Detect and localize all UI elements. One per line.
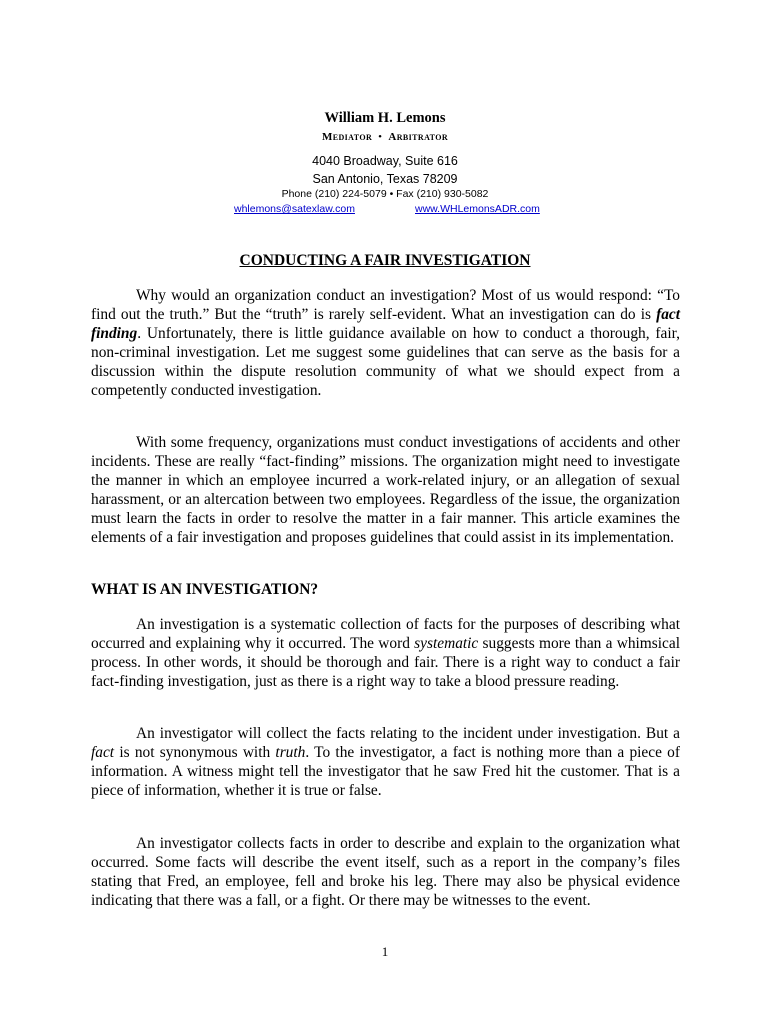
phone-fax-line: Phone (210) 224-5079 • Fax (210) 930-5082: [281, 188, 489, 200]
letterhead-name: William H. Lemons: [324, 110, 446, 126]
p3-emphasis: systematic: [414, 634, 479, 652]
p4-emphasis-fact: fact: [91, 743, 115, 761]
paragraph-1: [91, 287, 680, 400]
address-line-1: 4040 Broadway, Suite 616: [312, 154, 458, 168]
p1-emphasis: fact finding: [91, 305, 680, 342]
p4-emphasis-truth: truth: [275, 743, 306, 761]
p2-text: With some frequency, organizations must conduct investigations of accidents and other incidents. These are really “fact-finding” missions. The organization might need to investigate the manner in which an employee incurred a work-related injury, or an allegation of sexual harassment, or an altercation between two employees. Regardless of the issue, the organization must learn the facts in order to resolve the matter in a fair manner. This article examines the elements of a fair investigation and proposes guidelines that could assist in its implementation.: [91, 434, 680, 546]
bullet-separator: •: [378, 131, 383, 143]
role-mediator: Mediator: [321, 131, 373, 143]
letterhead-roles: [0, 131, 770, 143]
paragraph-3: [91, 616, 680, 692]
p1-text-b: . Unfortunately, there is little guidance available on how to conduct a thorough, fair, non-criminal investigation. Let me suggest some guidelines that can serve as the basis for a discussion within the dispute resolution community of what we should expect from a competently conducted investigation.: [91, 324, 680, 399]
role-arbitrator: Arbitrator: [388, 131, 449, 143]
page-number: 1: [381, 944, 389, 959]
p5-text: An investigator collects facts in order to describe and explain to the organization what occurred. Some facts will describe the event itself, such as a report in the company’s files stating that Fred, an employee, fell and broke his leg. There may also be physical evidence indicating that there was a fall, or a fight. Or there may be witnesses to the event.: [91, 835, 680, 909]
paragraph-5: [91, 835, 680, 911]
article-title: CONDUCTING A FAIR INVESTIGATION: [239, 252, 531, 269]
paragraph-2: [91, 434, 680, 547]
paragraph-4: [91, 725, 680, 801]
p4-text-c: . To the investigator, a fact is nothing more than a piece of information. A witness might tell the investigator that he saw Fred hit the customer. That is a piece of information, whether it is true or false.: [91, 743, 680, 799]
p4-text-b: is not synonymous with: [114, 743, 276, 761]
p3-text-b: suggests more than a whimsical process. In other words, it should be thorough and fair. There is a right way to conduct a fair fact-finding investigation, just as there is a right way to take a blood pressure reading.: [91, 634, 680, 690]
p1-text-a: Why would an organization conduct an investigation? Most of us would respond: “To find out the truth.” But the “truth” is rarely self-evident. What an investigation can do is: [91, 287, 680, 323]
p4-text-a: An investigator will collect the facts relating to the incident under investigation. But a: [136, 725, 680, 742]
email-link[interactable]: whlemons@satexlaw.com: [234, 203, 355, 215]
section-heading: WHAT IS AN INVESTIGATION?: [91, 581, 319, 598]
website-link[interactable]: www.WHLemonsADR.com: [415, 203, 540, 215]
p3-text-a: An investigation is a systematic collection of facts for the purposes of describing what occurred and explaining why it occurred. The word: [91, 616, 680, 652]
address-line-2: San Antonio, Texas 78209: [312, 172, 458, 186]
